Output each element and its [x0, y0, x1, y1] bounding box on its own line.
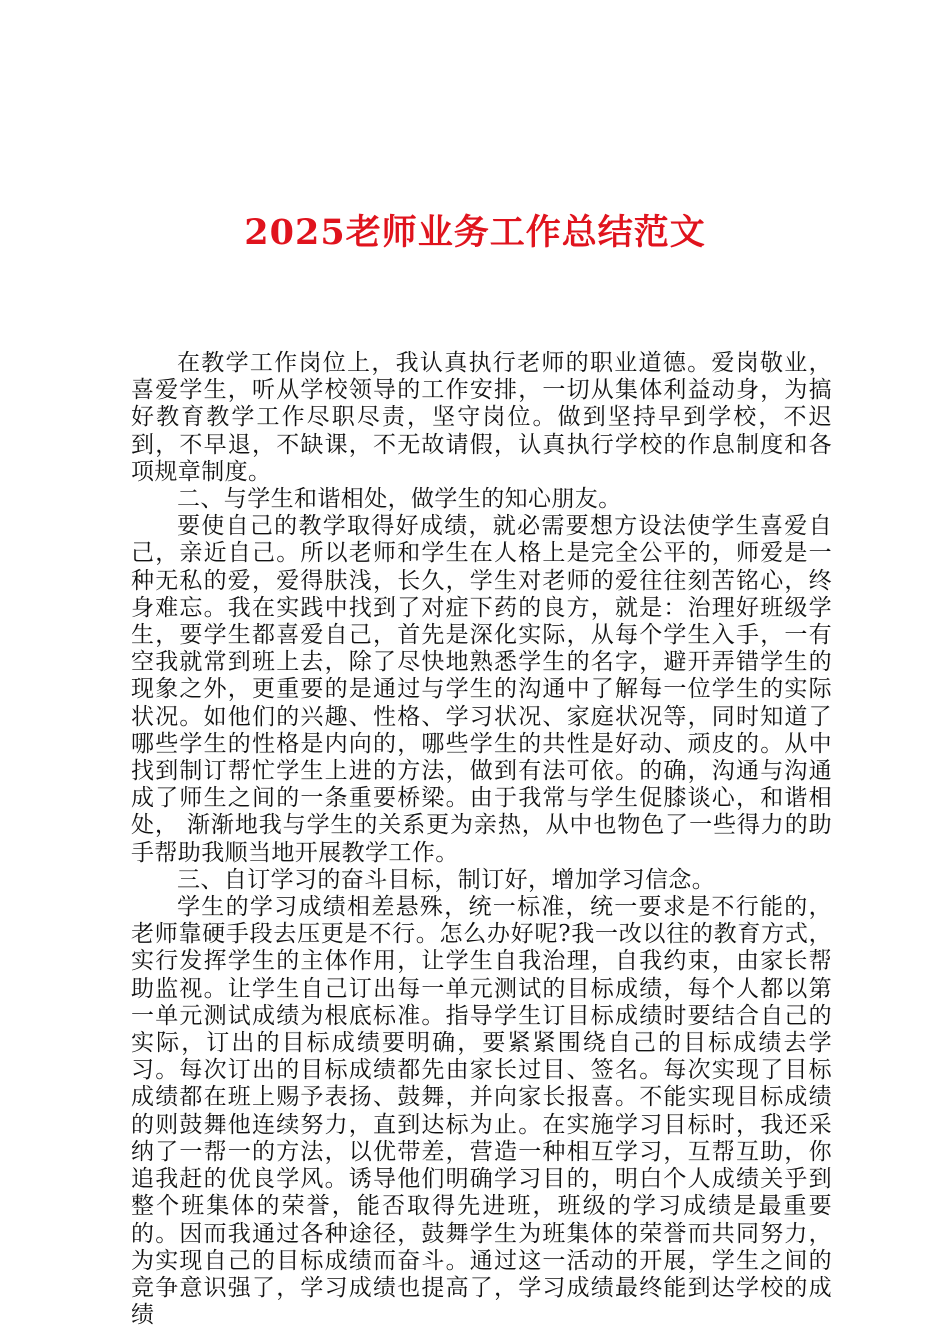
document-body — [131, 350, 832, 1329]
paragraph-duties: 在教学工作岗位上，我认真执行老师的职业道德。爱岗敬业，喜爱学生，听从学校领导的工作安排，一切从集体利益动身，为搞好教育教学工作尽职尽责，坚守岗位。做到坚持早到学校，不迟到，不早退，不缺课，不无故请假，认真执行学校的作息制度和各项规章制度。 — [131, 350, 832, 485]
section-heading-3: 三、自订学习的奋斗目标，制订好，增加学习信念。 — [177, 866, 716, 893]
paragraph-learning-goals: 学生的学习成绩相差悬殊，统一标准，统一要求是不行能的，老师靠硬手段去压更是不行。怎么办好呢?我一改以往的教育方式，实行发挥学生的主体作用，让学生自我治理，自我约束，由家长帮助监视。让学生自己订出每一单元测试的目标成绩，每个人都以第一单元测试成绩为根底标准。指导学生订目标成绩时要结合自己的实际，订出的目标成绩要明确，要紧紧围绕自己的目标成绩去学习。每次订出的目标成绩都先由家长过目、签名。每次实现了目标成绩都在班上赐予表扬、鼓舞，并向家长报喜。不能实现目标成绩的则鼓舞他连续努力，直到达标为止。在实施学习目标时，我还采纳了一帮一的方法，以优带差，营造一种相互学习，互帮互助，你追我赶的优良学风。诱导他们明确学习目的，明白个人成绩关乎到整个班集体的荣誉，能否取得先进班，班级的学习成绩是最重要的。因而我通过各种途径，鼓舞学生为班集体的荣誉而共同努力，为实现自己的目标成绩而奋斗。通过这一活动的开展，学生之间的竞争意识强了，学习成绩也提高了，学习成绩最终能到达学校的成绩 — [131, 894, 832, 1329]
paragraph-student-relations: 要使自己的教学取得好成绩，就必需要想方设法使学生喜爱自己，亲近自己。所以老师和学生在人格上是完全公平的，师爱是一种无私的爱，爱得肤浅，长久，学生对老师的爱往往刻苦铭心，终身难忘。我在实践中找到了对症下药的良方，就是：治理好班级学生，要学生都喜爱自己，首先是深化实际，从每个学生入手，一有空我就常到班上去，除了尽快地熟悉学生的名字，避开弄错学生的现象之外，更重要的是通过与学生的沟通中了解每一位学生的实际状况。如他们的兴趣、性格、学习状况、家庭状况等，同时知道了哪些学生的性格是内向的，哪些学生的共性是好动、顽皮的。从中找到制订帮忙学生上进的方法，做到有法可依。的确，沟通与沟通成了师生之间的一条重要桥梁。由于我常与学生促膝谈心，和谐相处， 渐渐地我与学生的关系更为亲热，从中也物色了一些得力的助手帮助我顺当地开展教学工作。 — [131, 513, 832, 866]
document-title: 2025老师业务工作总结范文 — [244, 212, 706, 253]
section-heading-2: 二、与学生和谐相处，做学生的知心朋友。 — [177, 486, 622, 513]
